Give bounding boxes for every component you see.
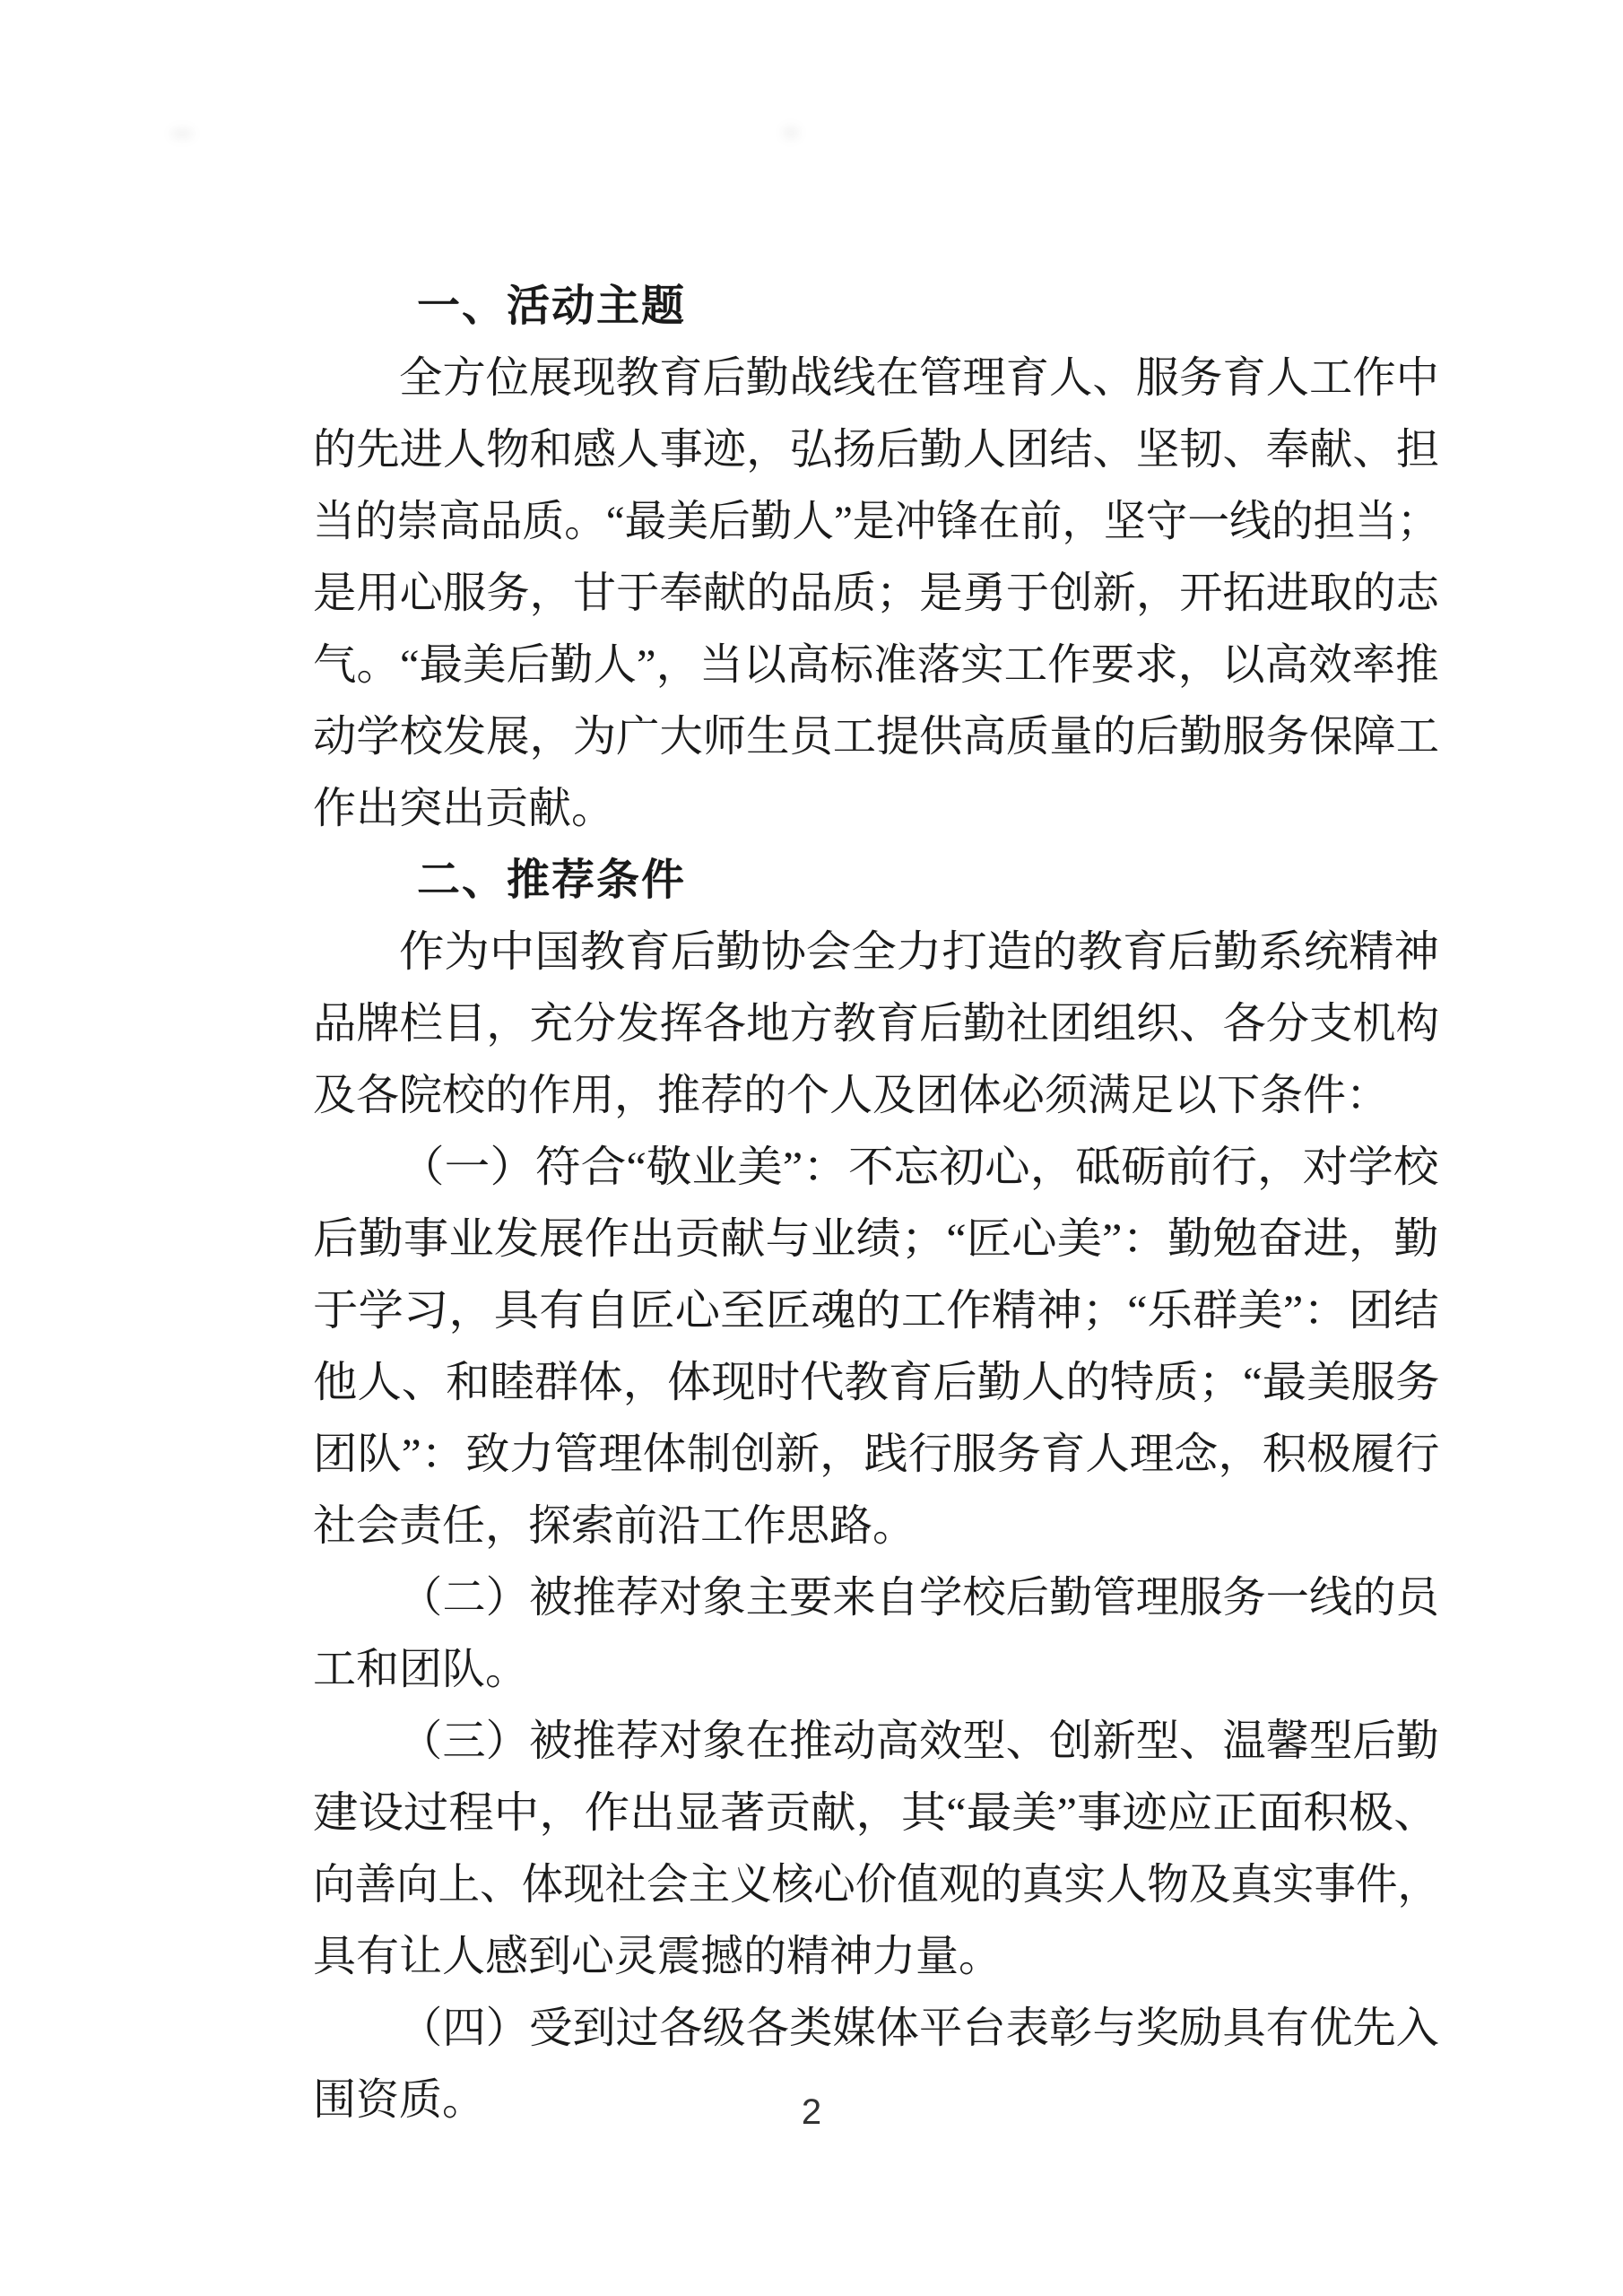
- line-text: 建设过程中，作出显著贡献，其“最美”事迹应正面积极、: [313, 1789, 1439, 1837]
- scan-artifact: [170, 127, 194, 140]
- line-text: 及各院校的作用，推荐的个人及团体必须满足以下条件：: [313, 1072, 1390, 1119]
- line-text: 工和团队。: [313, 1646, 529, 1693]
- scan-artifact: [782, 126, 800, 140]
- line-text: 团队”：致力管理体制创新，践行服务育人理念，积极履行: [313, 1431, 1440, 1478]
- line-text: 全方位展现教育后勤战线在管理育人、服务育人工作中: [399, 354, 1440, 402]
- page-number: 2: [801, 2092, 822, 2132]
- line-text: 社会责任，探索前沿工作思路。: [313, 1502, 916, 1550]
- line-text: 二、推荐条件: [417, 857, 687, 904]
- document-body: [248, 199, 1440, 2124]
- line-text: 作为中国教育后勤协会全力打造的教育后勤系统精神: [399, 928, 1440, 976]
- line-text: 作出突出贡献。: [313, 785, 615, 832]
- line-text: 的先进人物和感人事迹，弘扬后勤人团结、坚韧、奉献、担: [313, 426, 1440, 474]
- line-text: （三）被推荐对象在推动高效型、创新型、温馨型后勤: [399, 1718, 1440, 1765]
- text-line: [248, 199, 1375, 330]
- line-text: 品牌栏目，充分发挥各地方教育后勤社团组织、各分支机构: [313, 1000, 1440, 1048]
- line-text: 于学习，具有自匠心至匠魂的工作精神；“乐群美”：团结: [313, 1287, 1439, 1335]
- line-text: （一）符合“敬业美”：不忘初心，砥砺前行，对学校: [399, 1144, 1439, 1191]
- line-text: （二）被推荐对象主要来自学校后勤管理服务一线的员: [399, 1574, 1440, 1622]
- line-text: 具有让人感到心灵震撼的精神力量。: [313, 1933, 1002, 1980]
- line-text: 向善向上、体现社会主义核心价值观的真实人物及真实事件，: [313, 1861, 1440, 1909]
- line-text: 后勤事业发展作出贡献与业绩；“匠心美”：勤勉奋进，勤: [313, 1215, 1439, 1263]
- line-text: 动学校发展，为广大师生员工提供高质量的后勤服务保障工: [313, 713, 1440, 761]
- line-text: （四）受到过各级各类媒体平台表彰与奖励具有优先入: [399, 2005, 1440, 2052]
- line-text: 围资质。: [313, 2076, 486, 2124]
- line-text: 他人、和睦群体，体现时代教育后勤人的特质；“最美服务: [313, 1359, 1440, 1406]
- line-text: 气。“最美后勤人”，当以高标准落实工作要求，以高效率推: [313, 641, 1439, 689]
- line-text: 是用心服务，甘于奉献的品质；是勇于创新，开拓进取的志: [313, 570, 1440, 617]
- line-text: 一、活动主题: [417, 283, 687, 330]
- line-text: 当的崇高品质。“最美后勤人”是冲锋在前，坚守一线的担当；: [313, 498, 1439, 545]
